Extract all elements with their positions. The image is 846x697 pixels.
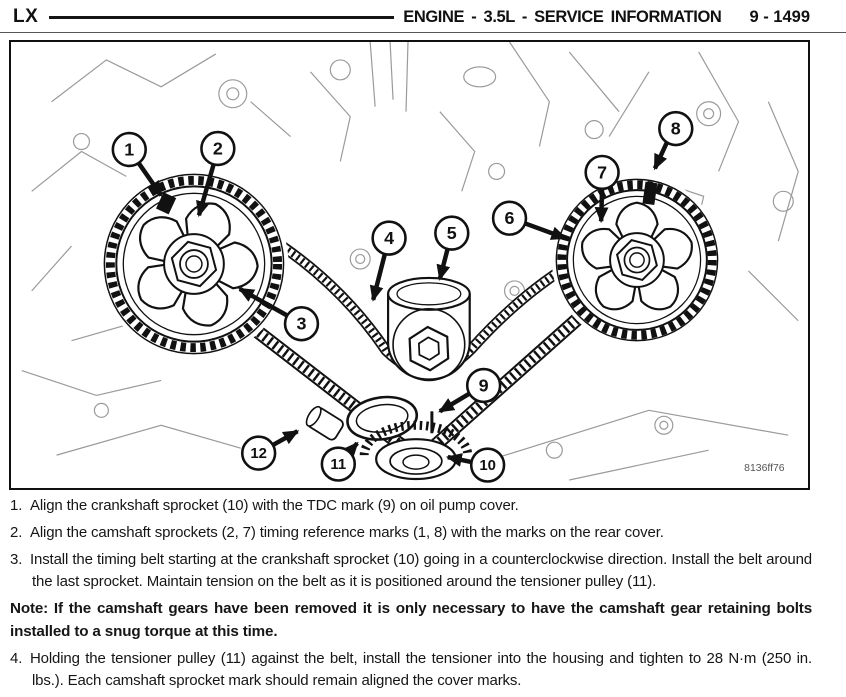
callout-5: [435, 217, 468, 250]
svg-text:9: 9: [478, 375, 489, 396]
step-1: [10, 495, 812, 517]
step-3: [10, 549, 812, 593]
step-1-number: 1.: [10, 497, 23, 514]
header-divider: [0, 32, 846, 33]
step-4: [10, 648, 812, 692]
figure-code: 8136ff76: [744, 463, 785, 475]
header-rule: [49, 16, 394, 19]
figure-box: [9, 40, 810, 490]
svg-text:8: 8: [670, 118, 681, 139]
svg-text:4: 4: [384, 228, 395, 249]
step-2-text: Align the camshaft sprockets (2, 7) timing reference marks (1, 8) with the marks on the rear cover.: [30, 524, 664, 541]
callout-7: [586, 156, 619, 189]
svg-text:5: 5: [446, 223, 457, 244]
step-1-text: Align the crankshaft sprocket (10) with the TDC mark (9) on oil pump cover.: [30, 497, 519, 514]
svg-text:1: 1: [124, 139, 135, 160]
svg-text:10: 10: [479, 457, 496, 475]
model-code: LX: [13, 6, 39, 27]
svg-text:6: 6: [504, 208, 515, 229]
page-title: ENGINE - 3.5L - SERVICE INFORMATION: [403, 7, 722, 26]
page-number: 9 - 1499: [749, 7, 810, 26]
callout-3: [285, 307, 318, 340]
left-camshaft-sprocket: [99, 169, 288, 358]
dowel-pin: [304, 404, 345, 441]
svg-text:11: 11: [330, 456, 347, 474]
instruction-steps: [10, 495, 812, 697]
callout-4: [373, 222, 406, 255]
svg-text:2: 2: [212, 138, 223, 159]
callout-2: [201, 132, 234, 165]
water-pump: [388, 278, 470, 381]
right-camshaft-sprocket: [552, 175, 722, 345]
callout-1: [113, 133, 146, 166]
callout-8: [659, 112, 692, 145]
callout-12: [242, 437, 275, 470]
step-3-text: Install the timing belt starting at the crankshaft sprocket (10) going in a counterclockwise direction. Install the belt around the last sprocket. Maintain tension on the belt as it is positioned around the tensioner pulley (11).: [30, 551, 812, 590]
callout-10: [471, 449, 504, 482]
callout-11: [322, 448, 355, 481]
callout-9: [467, 369, 500, 402]
step-4-number: 4.: [10, 650, 23, 667]
callout-6: [493, 202, 526, 235]
timing-belt-diagram: [11, 42, 804, 484]
step-2-number: 2.: [10, 524, 23, 541]
step-3-number: 3.: [10, 551, 23, 568]
page-header: [0, 4, 846, 30]
step-4-text: Holding the tensioner pulley (11) against the belt, install the tensioner into the housing and tighten to 28 N·m (250 in. lbs.). Each camshaft sprocket mark should remain aligned the cover marks.: [30, 650, 812, 689]
note: Note: If the camshaft gears have been removed it is only necessary to have the camshaft gear retaining bolts installed to a snug torque at this time.: [10, 600, 812, 640]
svg-text:7: 7: [597, 162, 608, 183]
step-2: [10, 522, 812, 544]
svg-text:3: 3: [296, 313, 307, 334]
svg-text:12: 12: [250, 445, 267, 463]
